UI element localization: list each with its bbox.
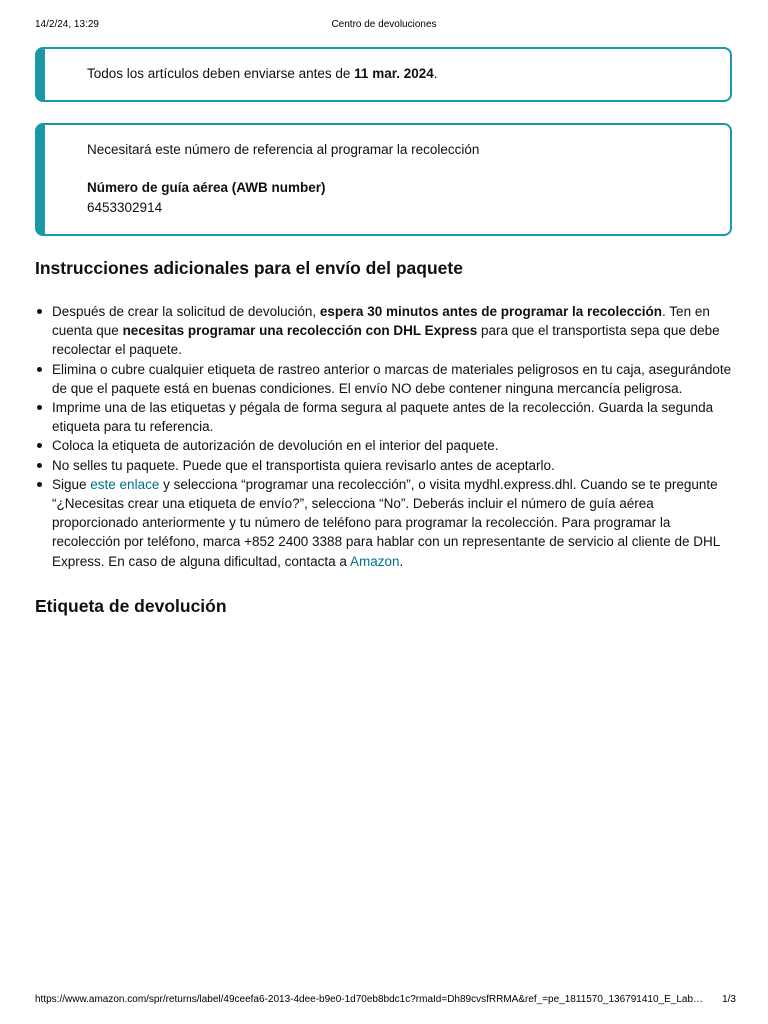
deadline-date: 11 mar. 2024	[354, 66, 434, 81]
list-item: Coloca la etiqueta de autorización de devolución en el interior del paquete.	[35, 436, 735, 455]
deadline-text: Todos los artículos deben enviarse antes de 11 mar. 2024.	[87, 66, 438, 81]
print-date: 14/2/24, 13:29	[35, 19, 99, 30]
list-item: No selles tu paquete. Puede que el transportista quiera revisarlo antes de aceptarlo.	[35, 456, 735, 475]
dhl-pickup-link[interactable]: este enlace	[90, 476, 160, 492]
list-item: Después de crear la solicitud de devolución, espera 30 minutos antes de programar la recolección. Ten en cuenta que necesitas programar una recolección con DHL Express para que el transportista sepa que debe recolectar el paquete.	[35, 302, 735, 360]
list-item: Elimina o cubre cualquier etiqueta de rastreo anterior o marcas de materiales peligrosos en tu caja, asegurándote de que el paquete está en buenas condiciones. El envío NO debe contener ninguna mercancía peligrosa.	[35, 360, 735, 398]
reference-alert	[35, 123, 732, 236]
return-label-heading: Etiqueta de devolución	[35, 596, 227, 616]
print-title: Centro de devoluciones	[331, 19, 437, 30]
print-header	[0, 19, 768, 33]
list-item: Sigue este enlace y selecciona “programar una recolección”, o visita mydhl.express.dhl. Cuando se te pregunte “¿Necesitas crear una etiqueta de envío?”, selecciona “No”. Deberás incluir el número de guía aérea proporcionado anteriormente y tu número de teléfono para programar la recolección. Para programar la recolección por teléfono, marca +852 2400 3388 para hablar con un representante de servicio al cliente de DHL Express. En caso de alguna dificultad, contacta a Amazon.	[35, 475, 735, 571]
list-item: Imprime una de las etiquetas y pégala de forma segura al paquete antes de la recolección. Guarda la segunda etiqueta para tu referencia.	[35, 398, 735, 436]
instructions-heading: Instrucciones adicionales para el envío del paquete	[35, 258, 463, 278]
print-footer	[0, 994, 768, 1008]
instructions-list	[35, 302, 735, 571]
awb-label: Número de guía aérea (AWB number)	[87, 180, 326, 195]
deadline-alert	[35, 47, 732, 102]
reference-note: Necesitará este número de referencia al programar la recolección	[87, 142, 480, 157]
amazon-contact-link[interactable]: Amazon	[349, 553, 400, 569]
awb-value: 6453302914	[87, 200, 163, 215]
print-url: https://www.amazon.com/spr/returns/label/49ceefa6-2013-4dee-b9e0-1d70eb8bdc1c?rmaId=Dh89cvsfRRMA&ref_=pe_1811570_136791410_E_Lab…	[35, 994, 704, 1005]
page-number: 1/3	[722, 994, 736, 1005]
